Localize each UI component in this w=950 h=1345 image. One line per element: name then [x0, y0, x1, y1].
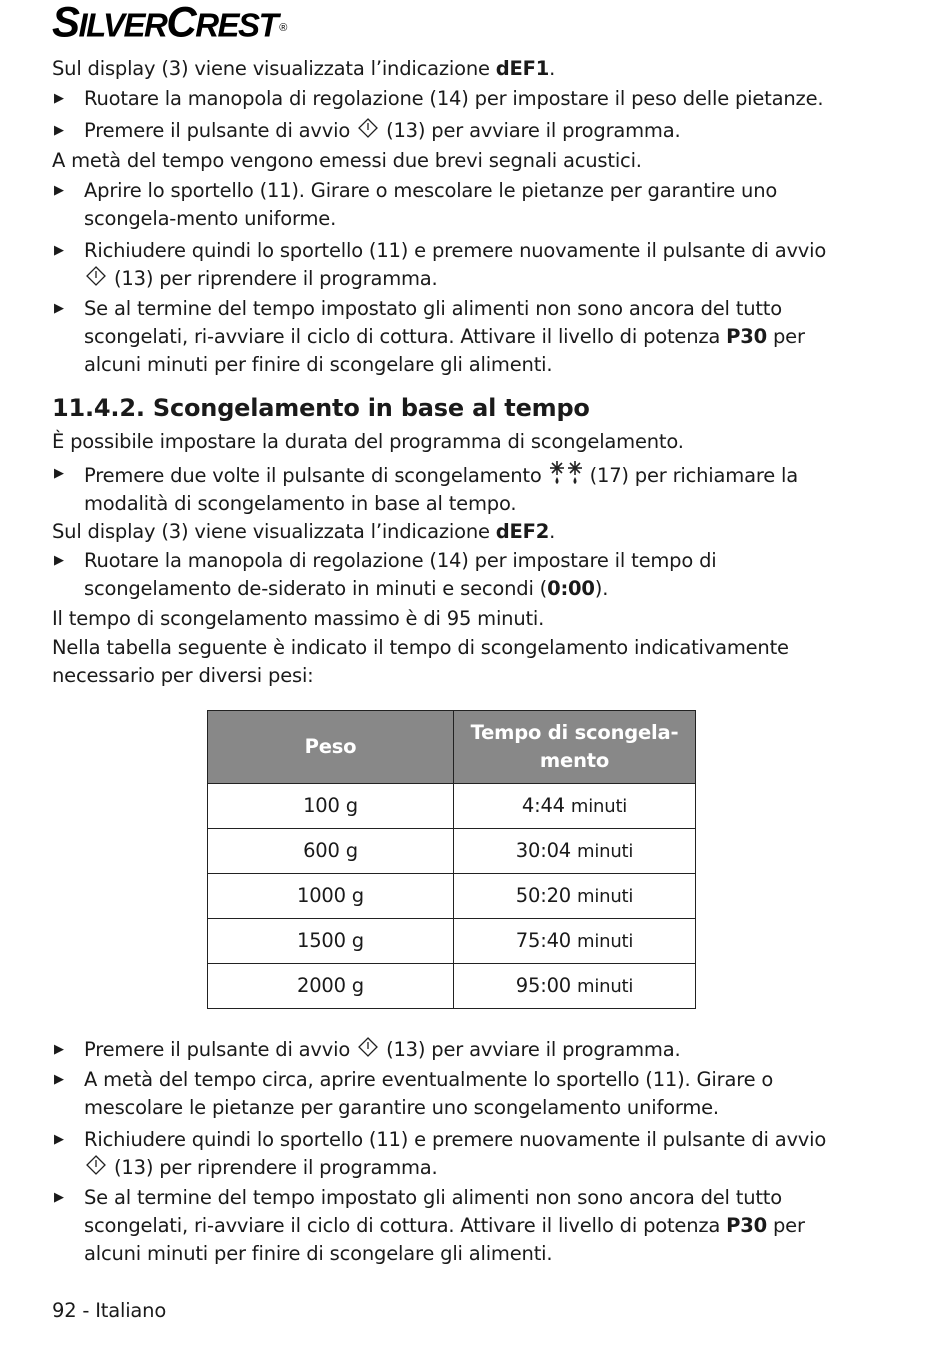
time-cell: 50:20 minuti — [454, 874, 696, 919]
display-dEF2-text: Sul display (3) viene visualizzata l’indicazione dEF2. — [52, 520, 556, 543]
table-row — [208, 829, 696, 874]
bullet-item: ▶ Aprire lo sportello (11). Girare o mescolare le pietanze per garantire uno scongela-mento uniforme. — [54, 179, 778, 230]
start-button-icon — [86, 266, 106, 286]
bullet-arrow-icon: ▶ — [54, 1132, 64, 1147]
defrost-time-table — [207, 710, 696, 1009]
time-cell: 75:40 minuti — [454, 919, 696, 964]
weight-cell: 600 g — [208, 829, 454, 874]
bullet-arrow-icon: ▶ — [54, 91, 64, 106]
time-cell: 95:00 minuti — [454, 964, 696, 1009]
beep-info-text: A metà del tempo vengono emessi due brevi segnali acustici. — [52, 149, 642, 172]
column-header: Peso — [208, 711, 454, 784]
bullet-arrow-icon: ▶ — [54, 243, 64, 258]
table-intro-text: Nella tabella seguente è indicato il tempo di scongelamento indicativamente necessario per diversi pesi: — [52, 636, 789, 687]
section-heading: 11.4.2. Scongelamento in base al tempo — [52, 394, 590, 422]
start-button-icon — [86, 1155, 106, 1175]
table-row — [208, 784, 696, 829]
bullet-item: ▶ A metà del tempo circa, aprire eventualmente lo sportello (11). Girare o mescolare le pietanze per garantire uno scongelamento uniforme. — [54, 1068, 774, 1119]
bullet-arrow-icon: ▶ — [54, 301, 64, 316]
bullet-item: ▶ Richiudere quindi lo sportello (11) e premere nuovamente il pulsante di avvio (13) per riprendere il programma. — [54, 239, 827, 290]
column-header: Tempo di scongela-mento — [454, 711, 696, 784]
page-footer: 92 - Italiano — [52, 1299, 167, 1322]
bullet-arrow-icon: ▶ — [54, 183, 64, 198]
bullet-arrow-icon: ▶ — [54, 553, 64, 568]
bullet-arrow-icon: ▶ — [54, 1042, 64, 1057]
start-button-icon — [358, 1037, 378, 1057]
weight-cell: 1000 g — [208, 874, 454, 919]
bullet-arrow-icon: ▶ — [54, 466, 64, 481]
start-button-icon — [358, 118, 378, 138]
weight-cell: 100 g — [208, 784, 454, 829]
bullet-item: ▶ Premere il pulsante di avvio (13) per avviare il programma. — [52, 117, 852, 145]
bullet-item: ▶ Ruotare la manopola di regolazione (14) per impostare il peso delle pietanze. — [52, 85, 852, 113]
bullet-arrow-icon: ▶ — [54, 1190, 64, 1205]
bullet-item: ▶ Se al termine del tempo impostato gli alimenti non sono ancora del tutto scongelati, ri-avviare il ciclo di cottura. Attivare il livello di potenza P30 per alcuni minuti per finire di scongelare gli alimenti. — [54, 1186, 805, 1265]
time-cell: 4:44 minuti — [454, 784, 696, 829]
table-row — [208, 874, 696, 919]
weight-cell: 1500 g — [208, 919, 454, 964]
brand-logo: SILVERCREST ® — [52, 0, 286, 46]
max-time-text: Il tempo di scongelamento massimo è di 95 minuti. — [52, 607, 545, 630]
defrost-button-icon — [548, 460, 584, 486]
table-row — [208, 919, 696, 964]
bullet-item: ▶ Premere due volte il pulsante di scongelamento (17) per richiamare la modalità di scongelamento in base al tempo. — [52, 460, 852, 518]
intro-text: È possibile impostare la durata del programma di scongelamento. — [52, 430, 684, 453]
bullet-item: ▶ Se al termine del tempo impostato gli alimenti non sono ancora del tutto scongelati, ri-avviare il ciclo di cottura. Attivare il livello di potenza P30 per alcuni minuti per finire di scongelare gli alimenti. — [54, 297, 805, 376]
table-row — [208, 964, 696, 1009]
bullet-item: ▶ Premere il pulsante di avvio (13) per avviare il programma. — [52, 1036, 852, 1064]
weight-cell: 2000 g — [208, 964, 454, 1009]
display-dEF1-text: Sul display (3) viene visualizzata l’indicazione dEF1. — [52, 57, 556, 80]
bullet-arrow-icon: ▶ — [54, 123, 64, 138]
bullet-arrow-icon: ▶ — [54, 1072, 64, 1087]
bullet-item: ▶ Richiudere quindi lo sportello (11) e premere nuovamente il pulsante di avvio (13) per riprendere il programma. — [54, 1128, 827, 1179]
bullet-item: ▶ Ruotare la manopola di regolazione (14) per impostare il tempo di scongelamento de-siderato in minuti e secondi (0:00). — [54, 549, 717, 600]
time-cell: 30:04 minuti — [454, 829, 696, 874]
